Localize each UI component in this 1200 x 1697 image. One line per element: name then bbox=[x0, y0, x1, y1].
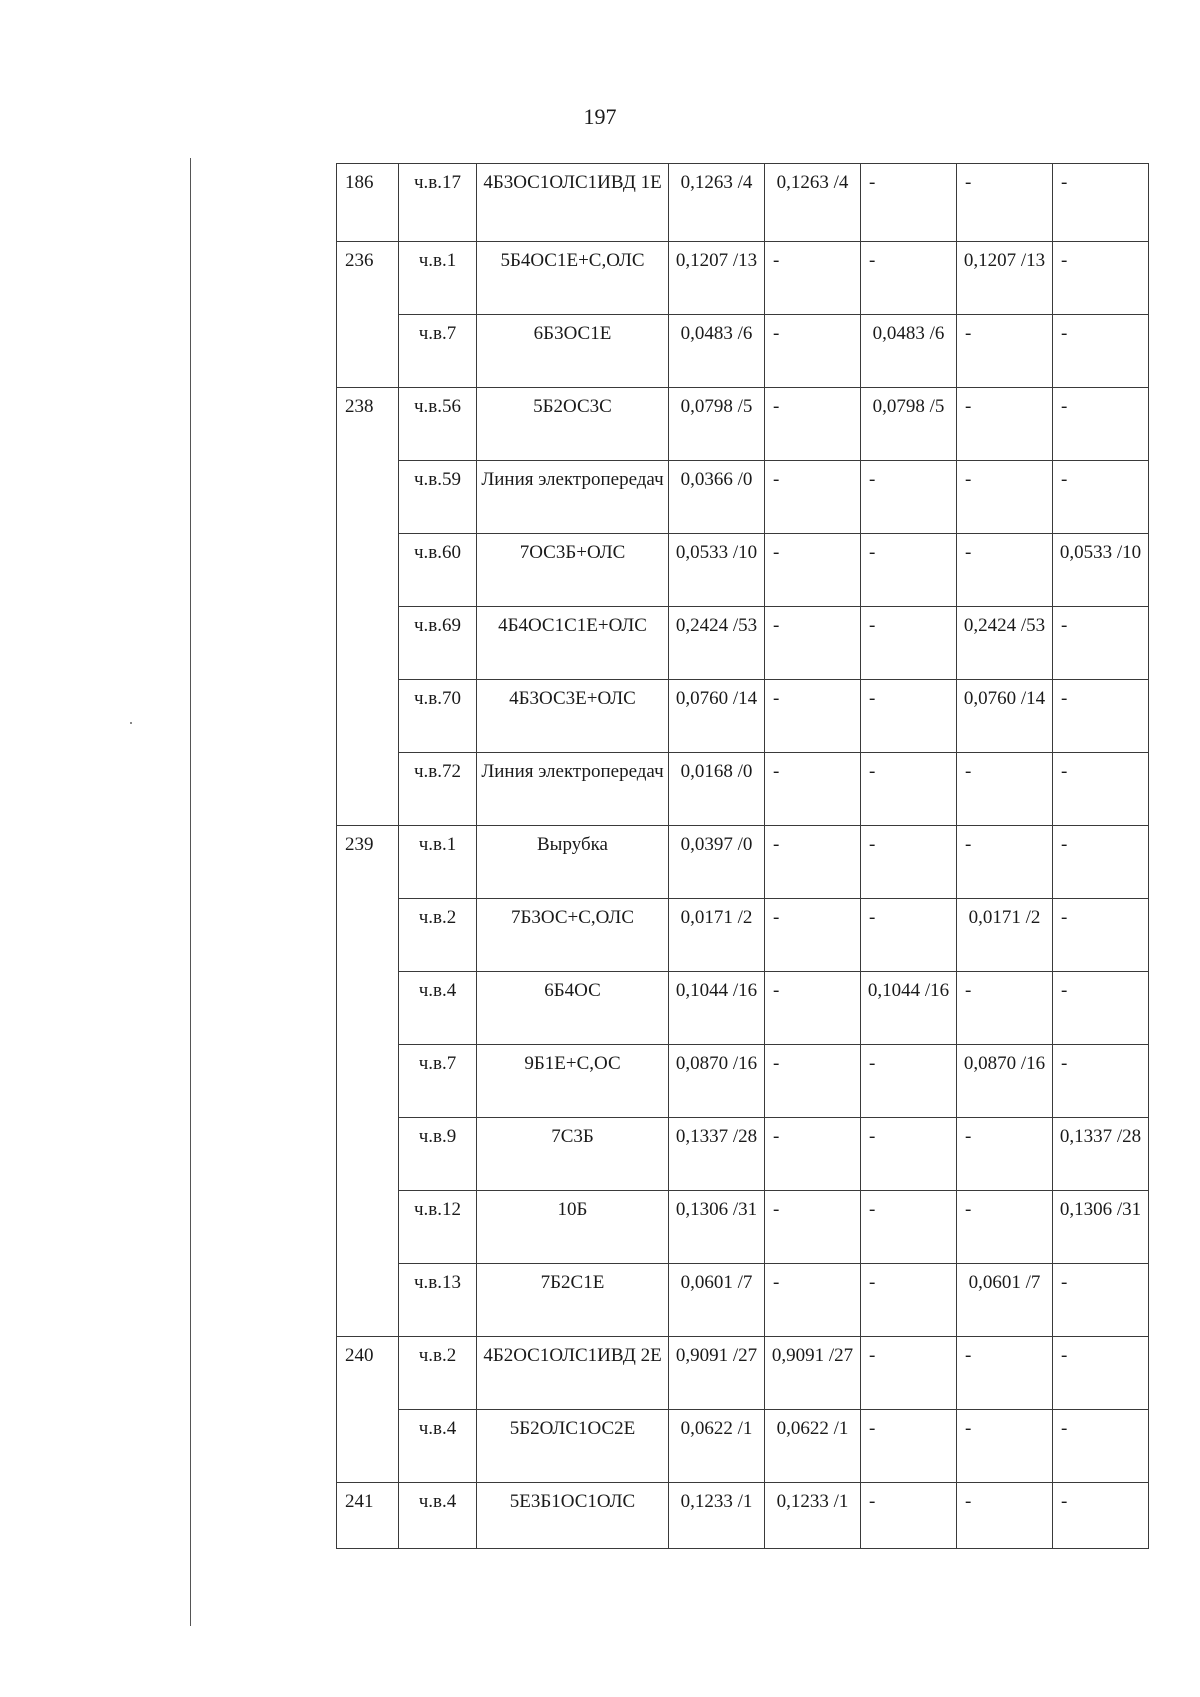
area-col5-cell: - bbox=[1053, 826, 1149, 899]
area-col2-cell: 0,9091 /27 bbox=[765, 1337, 861, 1410]
area-total-cell: 0,1233 /1 bbox=[669, 1483, 765, 1549]
area-col2-cell: - bbox=[765, 899, 861, 972]
table-row bbox=[337, 1191, 1149, 1264]
section-cell: ч.в.4 bbox=[399, 972, 477, 1045]
area-total-cell: 0,1306 /31 bbox=[669, 1191, 765, 1264]
area-col4-cell: - bbox=[957, 972, 1053, 1045]
section-cell: ч.в.2 bbox=[399, 1337, 477, 1410]
area-total-cell: 0,1263 /4 bbox=[669, 164, 765, 242]
area-total-cell: 0,0397 /0 bbox=[669, 826, 765, 899]
section-cell: ч.в.17 bbox=[399, 164, 477, 242]
composition-cell: 4Б3ОС3Е+ОЛС bbox=[477, 680, 669, 753]
area-total-cell: 0,0798 /5 bbox=[669, 388, 765, 461]
area-col5-cell: - bbox=[1053, 972, 1149, 1045]
composition-cell: Линия электропередач bbox=[477, 461, 669, 534]
section-cell: ч.в.9 bbox=[399, 1118, 477, 1191]
area-col4-cell: - bbox=[957, 461, 1053, 534]
area-col4-cell: - bbox=[957, 1118, 1053, 1191]
area-col2-cell: - bbox=[765, 1264, 861, 1337]
area-col4-cell: - bbox=[957, 1191, 1053, 1264]
composition-cell: 5Б2ОЛС1ОС2Е bbox=[477, 1410, 669, 1483]
parcel-cell: 236 bbox=[337, 242, 399, 388]
area-total-cell: 0,0870 /16 bbox=[669, 1045, 765, 1118]
section-cell: ч.в.59 bbox=[399, 461, 477, 534]
area-col3-cell: - bbox=[861, 461, 957, 534]
area-col3-cell: - bbox=[861, 1118, 957, 1191]
area-col2-cell: - bbox=[765, 242, 861, 315]
section-cell: ч.в.4 bbox=[399, 1483, 477, 1549]
parcel-cell: 239 bbox=[337, 826, 399, 1337]
table-row bbox=[337, 899, 1149, 972]
area-total-cell: 0,0601 /7 bbox=[669, 1264, 765, 1337]
table-row bbox=[337, 607, 1149, 680]
area-col3-cell: - bbox=[861, 534, 957, 607]
composition-cell: 7ОС3Б+ОЛС bbox=[477, 534, 669, 607]
composition-cell: Вырубка bbox=[477, 826, 669, 899]
table-row bbox=[337, 1118, 1149, 1191]
section-cell: ч.в.72 bbox=[399, 753, 477, 826]
area-col2-cell: - bbox=[765, 1191, 861, 1264]
area-col4-cell: - bbox=[957, 1337, 1053, 1410]
area-col3-cell: 0,0483 /6 bbox=[861, 315, 957, 388]
area-col2-cell: 0,0622 /1 bbox=[765, 1410, 861, 1483]
area-total-cell: 0,1207 /13 bbox=[669, 242, 765, 315]
section-cell: ч.в.13 bbox=[399, 1264, 477, 1337]
composition-cell: 4Б2ОС1ОЛС1ИВД 2Е bbox=[477, 1337, 669, 1410]
area-col5-cell: - bbox=[1053, 164, 1149, 242]
area-col2-cell: - bbox=[765, 388, 861, 461]
area-col4-cell: - bbox=[957, 1410, 1053, 1483]
margin-speck bbox=[130, 722, 132, 724]
table-row bbox=[337, 1337, 1149, 1410]
area-col5-cell: - bbox=[1053, 1410, 1149, 1483]
page-number: 197 bbox=[583, 104, 617, 129]
area-total-cell: 0,0533 /10 bbox=[669, 534, 765, 607]
area-col4-cell: 0,0171 /2 bbox=[957, 899, 1053, 972]
composition-cell: 5Б4ОС1Е+С,ОЛС bbox=[477, 242, 669, 315]
area-col3-cell: - bbox=[861, 1337, 957, 1410]
area-col4-cell: 0,2424 /53 bbox=[957, 607, 1053, 680]
area-total-cell: 0,9091 /27 bbox=[669, 1337, 765, 1410]
section-cell: ч.в.70 bbox=[399, 680, 477, 753]
area-col3-cell: - bbox=[861, 1191, 957, 1264]
area-col3-cell: - bbox=[861, 164, 957, 242]
composition-cell: Линия электропередач bbox=[477, 753, 669, 826]
allotment-table-wrapper bbox=[336, 163, 1149, 1549]
area-col4-cell: - bbox=[957, 315, 1053, 388]
area-col4-cell: - bbox=[957, 826, 1053, 899]
parcel-cell: 241 bbox=[337, 1483, 399, 1549]
table-row bbox=[337, 1045, 1149, 1118]
table-row bbox=[337, 972, 1149, 1045]
area-col4-cell: - bbox=[957, 1483, 1053, 1549]
composition-cell: 5Е3Б1ОС1ОЛС bbox=[477, 1483, 669, 1549]
section-cell: ч.в.7 bbox=[399, 1045, 477, 1118]
parcel-cell: 238 bbox=[337, 388, 399, 826]
table-row bbox=[337, 461, 1149, 534]
area-col4-cell: - bbox=[957, 388, 1053, 461]
area-col5-cell: - bbox=[1053, 388, 1149, 461]
area-col2-cell: - bbox=[765, 1118, 861, 1191]
table-row bbox=[337, 1410, 1149, 1483]
table-row bbox=[337, 826, 1149, 899]
area-col4-cell: 0,1207 /13 bbox=[957, 242, 1053, 315]
area-total-cell: 0,0171 /2 bbox=[669, 899, 765, 972]
area-col2-cell: 0,1233 /1 bbox=[765, 1483, 861, 1549]
area-col5-cell: 0,1337 /28 bbox=[1053, 1118, 1149, 1191]
area-col5-cell: - bbox=[1053, 680, 1149, 753]
area-total-cell: 0,2424 /53 bbox=[669, 607, 765, 680]
area-col3-cell: - bbox=[861, 1264, 957, 1337]
area-col4-cell: - bbox=[957, 534, 1053, 607]
area-total-cell: 0,0366 /0 bbox=[669, 461, 765, 534]
area-col5-cell: - bbox=[1053, 242, 1149, 315]
area-col3-cell: - bbox=[861, 680, 957, 753]
area-col2-cell: - bbox=[765, 461, 861, 534]
area-col3-cell: - bbox=[861, 899, 957, 972]
area-col3-cell: - bbox=[861, 1410, 957, 1483]
section-cell: ч.в.2 bbox=[399, 899, 477, 972]
composition-cell: 10Б bbox=[477, 1191, 669, 1264]
area-col3-cell: - bbox=[861, 826, 957, 899]
area-col5-cell: - bbox=[1053, 1264, 1149, 1337]
area-col5-cell: - bbox=[1053, 607, 1149, 680]
section-cell: ч.в.12 bbox=[399, 1191, 477, 1264]
area-col2-cell: - bbox=[765, 607, 861, 680]
composition-cell: 7Б2С1Е bbox=[477, 1264, 669, 1337]
section-cell: ч.в.7 bbox=[399, 315, 477, 388]
area-col4-cell: 0,0760 /14 bbox=[957, 680, 1053, 753]
table-row bbox=[337, 164, 1149, 242]
area-total-cell: 0,1337 /28 bbox=[669, 1118, 765, 1191]
table-body bbox=[337, 164, 1149, 1549]
table-row bbox=[337, 680, 1149, 753]
allotment-table bbox=[336, 163, 1149, 1549]
table-row bbox=[337, 315, 1149, 388]
section-cell: ч.в.56 bbox=[399, 388, 477, 461]
area-col3-cell: 0,1044 /16 bbox=[861, 972, 957, 1045]
area-col5-cell: - bbox=[1053, 1337, 1149, 1410]
area-col5-cell: - bbox=[1053, 753, 1149, 826]
table-row bbox=[337, 1264, 1149, 1337]
composition-cell: 7С3Б bbox=[477, 1118, 669, 1191]
area-col5-cell: 0,0533 /10 bbox=[1053, 534, 1149, 607]
table-row bbox=[337, 242, 1149, 315]
area-col3-cell: - bbox=[861, 1483, 957, 1549]
area-col2-cell: - bbox=[765, 972, 861, 1045]
area-total-cell: 0,1044 /16 bbox=[669, 972, 765, 1045]
parcel-cell: 240 bbox=[337, 1337, 399, 1483]
area-col5-cell: - bbox=[1053, 1483, 1149, 1549]
area-col5-cell: - bbox=[1053, 1045, 1149, 1118]
area-col3-cell: - bbox=[861, 1045, 957, 1118]
composition-cell: 7Б3ОС+С,ОЛС bbox=[477, 899, 669, 972]
area-col5-cell: - bbox=[1053, 899, 1149, 972]
section-cell: ч.в.69 bbox=[399, 607, 477, 680]
composition-cell: 6Б4ОС bbox=[477, 972, 669, 1045]
composition-cell: 4Б3ОС1ОЛС1ИВД 1Е bbox=[477, 164, 669, 242]
table-row bbox=[337, 534, 1149, 607]
area-col2-cell: - bbox=[765, 753, 861, 826]
parcel-cell: 186 bbox=[337, 164, 399, 242]
area-col5-cell: 0,1306 /31 bbox=[1053, 1191, 1149, 1264]
table-row bbox=[337, 388, 1149, 461]
area-total-cell: 0,0760 /14 bbox=[669, 680, 765, 753]
margin-rule bbox=[190, 158, 191, 1626]
composition-cell: 4Б4ОС1С1Е+ОЛС bbox=[477, 607, 669, 680]
table-row bbox=[337, 753, 1149, 826]
area-col4-cell: 0,0601 /7 bbox=[957, 1264, 1053, 1337]
area-col5-cell: - bbox=[1053, 461, 1149, 534]
composition-cell: 9Б1Е+С,ОС bbox=[477, 1045, 669, 1118]
table-row bbox=[337, 1483, 1149, 1549]
area-total-cell: 0,0622 /1 bbox=[669, 1410, 765, 1483]
area-col2-cell: - bbox=[765, 1045, 861, 1118]
area-col2-cell: - bbox=[765, 315, 861, 388]
composition-cell: 6Б3ОС1Е bbox=[477, 315, 669, 388]
area-col2-cell: - bbox=[765, 826, 861, 899]
area-col3-cell: 0,0798 /5 bbox=[861, 388, 957, 461]
area-col5-cell: - bbox=[1053, 315, 1149, 388]
area-col4-cell: 0,0870 /16 bbox=[957, 1045, 1053, 1118]
area-col2-cell: - bbox=[765, 680, 861, 753]
area-col2-cell: - bbox=[765, 534, 861, 607]
area-col3-cell: - bbox=[861, 242, 957, 315]
section-cell: ч.в.1 bbox=[399, 826, 477, 899]
area-col3-cell: - bbox=[861, 607, 957, 680]
area-total-cell: 0,0483 /6 bbox=[669, 315, 765, 388]
area-col3-cell: - bbox=[861, 753, 957, 826]
area-col4-cell: - bbox=[957, 164, 1053, 242]
area-total-cell: 0,0168 /0 bbox=[669, 753, 765, 826]
section-cell: ч.в.60 bbox=[399, 534, 477, 607]
section-cell: ч.в.1 bbox=[399, 242, 477, 315]
section-cell: ч.в.4 bbox=[399, 1410, 477, 1483]
composition-cell: 5Б2ОС3С bbox=[477, 388, 669, 461]
area-col2-cell: 0,1263 /4 bbox=[765, 164, 861, 242]
area-col4-cell: - bbox=[957, 753, 1053, 826]
